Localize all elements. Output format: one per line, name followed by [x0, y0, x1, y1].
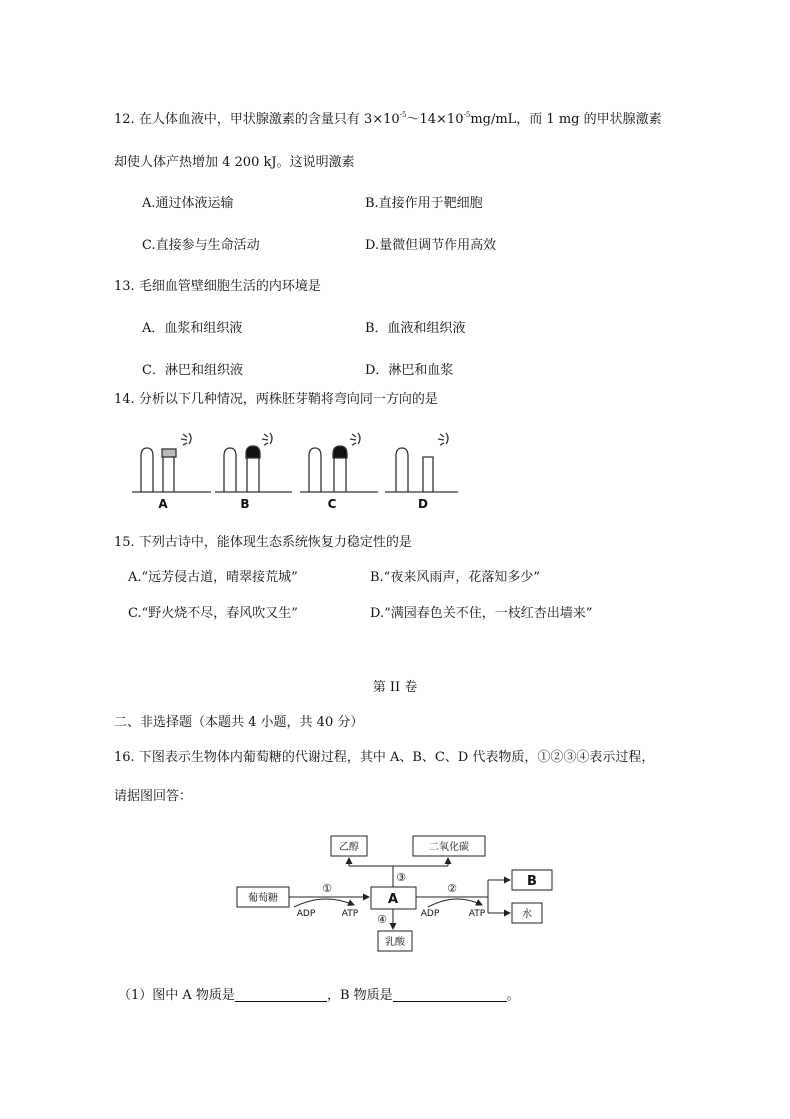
arrow-adp-atp-1	[294, 899, 354, 907]
light-icon	[438, 433, 448, 445]
q12-option-a: A.通过体液运输	[142, 196, 234, 211]
coleoptile	[396, 448, 408, 492]
label-atp-1: ATP	[341, 909, 359, 919]
fig-label-d: D	[418, 497, 428, 511]
label-a: A	[387, 892, 399, 907]
arrow-adp-atp-2	[428, 899, 482, 907]
coleoptile	[247, 458, 259, 492]
q16-sub1-mid: ，B 物质是	[326, 988, 393, 1003]
coleoptile-cut	[423, 457, 433, 492]
q14-stem	[114, 388, 438, 407]
panel-c	[300, 433, 378, 492]
label-lactic: 乳酸	[385, 937, 405, 948]
panel-b	[215, 433, 292, 492]
q16-line2: 请据图回答：	[114, 789, 193, 804]
label-atp-2: ATP	[468, 909, 486, 919]
opaque-cap	[333, 446, 347, 458]
q12-exp2: -5	[463, 111, 471, 119]
q14-number: 14.	[114, 392, 135, 407]
q16-text: 下图表示生物体内葡萄糖的代谢过程，其中 A、B、C、D 代表物质，①②③④表示过程，	[138, 750, 655, 765]
q15-stem	[114, 531, 412, 550]
label-glucose: 葡萄糖	[248, 893, 278, 904]
q16-stem	[114, 746, 654, 765]
light-icon	[262, 433, 272, 445]
fig-label-b: B	[240, 497, 250, 511]
q12-option-c: C.直接参与生命活动	[142, 238, 260, 253]
q12-text-c: mg/mL，而 1 mg 的甲状腺激素	[470, 112, 662, 127]
label-b: B	[527, 874, 537, 889]
label-process-3: ③	[396, 871, 406, 884]
coleoptile	[141, 448, 153, 492]
q16-sub1-end: 。	[506, 988, 520, 1003]
coleoptile	[309, 448, 321, 492]
label-process-4: ④	[377, 913, 387, 926]
fig-label-c: C	[327, 497, 337, 511]
q13-number: 13.	[114, 279, 135, 294]
coleoptile	[163, 454, 174, 492]
q15-option-a: A.“远芳侵古道，晴翠接荒城”	[128, 570, 298, 585]
q14-text: 分析以下几种情况，两株胚芽鞘将弯向同一方向的是	[138, 392, 438, 407]
label-water: 水	[522, 909, 532, 920]
label-process-1: ①	[322, 882, 332, 895]
q15-text: 下列古诗中，能体现生态系统恢复力稳定性的是	[138, 535, 412, 550]
q12-line2: 却使人体产热增加 4 200 kJ。这说明激素	[114, 155, 355, 170]
q12-exp1: -5	[399, 111, 407, 119]
q15-number: 15.	[114, 535, 135, 550]
q13-stem	[114, 275, 321, 294]
q16-sub1	[118, 984, 520, 1003]
light-icon	[181, 433, 191, 445]
q13-option-d: D．淋巴和血浆	[365, 363, 454, 378]
q15-option-d: D.“满园春色关不住，一枝红杏出墙来”	[370, 606, 593, 621]
q12-number: 12.	[114, 112, 135, 127]
q14-figure	[128, 424, 463, 514]
label-adp-2: ADP	[420, 909, 440, 919]
q13-option-b: B．血液和组织液	[365, 321, 466, 336]
fig-label-a: A	[158, 497, 168, 511]
q13-text: 毛细血管壁细胞生活的内环境是	[138, 279, 321, 294]
q12-option-d: D.量微但调节作用高效	[365, 238, 497, 253]
panel-a	[132, 433, 211, 492]
answer-blank-b[interactable]	[393, 987, 507, 1002]
q12-text-a: 在人体血液中，甲状腺激素的含量只有 3×10	[138, 112, 400, 127]
q16-number: 16.	[114, 750, 135, 765]
part2-title: 第 II 卷	[372, 680, 418, 695]
q12-option-b: B.直接作用于靶细胞	[365, 196, 483, 211]
panel-d	[385, 433, 458, 492]
q15-option-c: C.“野火烧不尽，春风吹又生”	[128, 606, 298, 621]
q16-sub1-pre: （1）图中 A 物质是	[118, 988, 235, 1003]
label-process-2: ②	[447, 882, 457, 895]
q13-option-c: C．淋巴和组织液	[142, 363, 243, 378]
q12-line1	[114, 108, 662, 127]
light-icon	[350, 433, 360, 445]
label-adp-1: ADP	[296, 909, 316, 919]
part2-heading: 二、非选择题（本题共 4 小题，共 40 分）	[114, 715, 364, 730]
opaque-cap	[246, 446, 260, 458]
q13-option-a: A．血浆和组织液	[142, 321, 243, 336]
answer-blank-a[interactable]	[235, 987, 327, 1002]
q15-option-b: B.“夜来风雨声，花落知多少”	[370, 570, 540, 585]
label-co2: 二氧化碳	[429, 842, 469, 853]
label-ethanol: 乙醇	[339, 842, 359, 853]
q16-diagram	[232, 830, 562, 955]
mica-cap	[162, 449, 176, 457]
q12-text-b: ～14×10	[406, 112, 464, 127]
coleoptile	[224, 448, 236, 492]
coleoptile	[334, 458, 346, 492]
